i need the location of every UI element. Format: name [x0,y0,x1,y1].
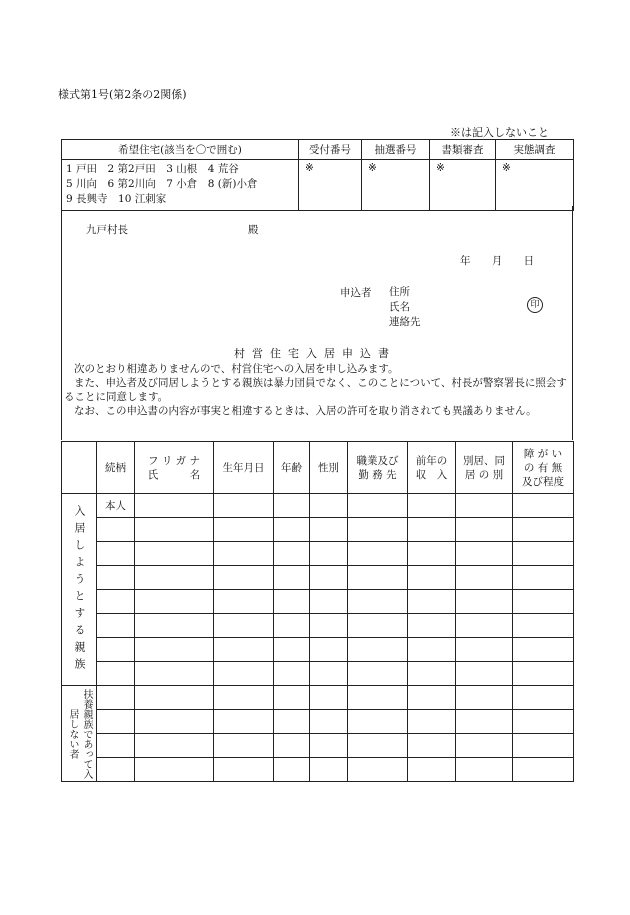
header-occupation [348,442,408,494]
group-dependents-label: 扶養親族であって入居しない者 [67,688,92,779]
table-cell[interactable] [97,758,135,782]
header-blank [62,442,97,494]
table-cell[interactable] [214,494,274,518]
table-cell[interactable] [456,590,513,614]
col-reception-number: 受付番号 [299,140,362,160]
table-cell[interactable] [513,734,574,758]
table-cell[interactable] [456,710,513,734]
table-row [62,542,574,566]
table-cell[interactable] [135,662,214,686]
table-cell[interactable] [348,518,408,542]
header-sex: 性別 [310,442,348,494]
group-cohabiting-label: 入居しようとする親族 [73,504,86,675]
table-cell[interactable] [97,518,135,542]
seal-mark: 印 [527,297,543,313]
paragraph-application: 次のとおり相違ありませんので、村営住宅への入居を申し込みます。 [74,363,399,375]
contact-field[interactable]: 連絡先 [389,316,421,328]
table-cell[interactable] [513,614,574,638]
office-use-mark: ※ [502,162,511,174]
table-cell[interactable] [456,614,513,638]
reception-number-cell [299,160,362,211]
table-cell[interactable] [274,734,310,758]
header-age: 年齢 [274,442,310,494]
col-field-survey: 実態調査 [496,140,574,160]
table-cell[interactable] [513,710,574,734]
table-cell[interactable] [456,566,513,590]
table-cell[interactable] [214,638,274,662]
table-cell[interactable] [214,518,274,542]
honorific: 殿 [248,224,259,236]
table-cell[interactable] [348,686,408,710]
table-cell[interactable] [135,542,214,566]
table-cell[interactable] [348,710,408,734]
table-cell[interactable] [513,758,574,782]
office-use-mark: ※ [368,162,377,174]
table-cell[interactable] [97,614,135,638]
table-row [62,758,574,782]
document-review-cell [430,160,496,211]
header-disability-line: 及び程度 [522,475,564,488]
housing-option-line: 9 長興寺 10 江刺家 [66,193,167,205]
table-cell[interactable] [513,686,574,710]
table-cell[interactable] [135,758,214,782]
paragraph-consent: また、申込者及び同居しようとする親族は暴力団員でなく、このことについて、村長が警察署長に照会することに同意します。 [64,377,567,403]
table-row [62,494,574,518]
table-cell[interactable] [97,662,135,686]
table-cell[interactable] [274,710,310,734]
table-cell[interactable] [348,662,408,686]
table-cell[interactable] [214,734,274,758]
header-birthdate: 生年月日 [214,442,274,494]
table-row [62,614,574,638]
table-cell[interactable] [348,566,408,590]
table-cell[interactable] [97,542,135,566]
col-lottery-number: 抽選番号 [362,140,430,160]
table-cell[interactable] [97,734,135,758]
header-residence-line: 居 の 別 [464,468,504,481]
table-cell[interactable] [274,758,310,782]
office-use-mark: ※ [436,162,445,174]
table-cell[interactable] [135,566,214,590]
table-row [62,734,574,758]
table-cell[interactable] [513,662,574,686]
table-cell[interactable] [513,638,574,662]
table-cell[interactable] [456,686,513,710]
table-cell[interactable] [214,686,274,710]
table-cell[interactable] [214,566,274,590]
table-cell[interactable] [214,614,274,638]
address-field[interactable]: 住所 [389,286,410,298]
table-cell[interactable] [274,494,310,518]
paragraph-declaration: なお、この申込書の内容が事実と相違するときは、入居の許可を取り消されても異議ありません。 [74,405,537,417]
header-disability-line: 障 が い [523,447,563,460]
table-cell[interactable] [97,566,135,590]
table-cell[interactable] [310,734,348,758]
note-text: ※は記入しないこと [450,126,549,139]
table-cell[interactable] [214,542,274,566]
table-row [62,518,574,542]
addressee: 九戸村長 [86,224,128,236]
table-cell[interactable] [348,734,408,758]
table-cell[interactable] [408,710,456,734]
table-cell[interactable] [274,542,310,566]
table-cell[interactable] [274,518,310,542]
head-table [61,139,574,211]
table-cell[interactable] [310,542,348,566]
form-number: 様式第1号(第2条の2関係) [58,88,187,101]
name-field[interactable]: 氏名 [389,301,410,313]
table-cell[interactable] [456,662,513,686]
table-cell[interactable] [408,494,456,518]
header-income-line: 前年の [415,454,448,467]
housing-option-line: 1 戸田 2 第2戸田 3 山根 4 荒谷 [66,163,239,175]
table-cell[interactable] [135,734,214,758]
table-cell[interactable] [408,734,456,758]
col-desired-housing: 希望住宅(該当を〇で囲む) [62,140,299,160]
table-cell[interactable] [97,710,135,734]
table-cell[interactable] [408,638,456,662]
table-cell[interactable] [214,758,274,782]
table-cell[interactable] [274,662,310,686]
table-cell[interactable] [513,494,574,518]
table-cell[interactable] [513,566,574,590]
table-cell[interactable] [97,638,135,662]
table-cell[interactable] [408,566,456,590]
header-name [135,442,214,494]
table-cell[interactable] [274,686,310,710]
table-cell[interactable] [310,710,348,734]
table-cell[interactable] [348,590,408,614]
table-row [62,638,574,662]
header-disability-line: の 有 無 [523,461,563,474]
lottery-number-cell [362,160,430,211]
table-cell[interactable] [456,494,513,518]
table-cell[interactable] [135,686,214,710]
table-cell[interactable] [310,518,348,542]
table-cell[interactable] [274,614,310,638]
field-survey-cell [496,160,574,211]
table-cell[interactable] [310,590,348,614]
table-cell[interactable] [135,518,214,542]
header-income [408,442,456,494]
table-cell[interactable] [456,758,513,782]
table-cell[interactable] [513,542,574,566]
table-row [62,710,574,734]
table-cell[interactable] [348,542,408,566]
date-field[interactable]: 年 月 日 [460,255,535,267]
table-row [62,662,574,686]
table-cell[interactable] [135,710,214,734]
table-cell[interactable] [135,638,214,662]
table-cell[interactable] [274,566,310,590]
table-cell[interactable] [274,590,310,614]
table-cell[interactable] [513,590,574,614]
header-disability [513,442,574,494]
office-use-mark: ※ [305,162,314,174]
col-document-review: 書類審査 [430,140,496,160]
table-cell[interactable] [408,662,456,686]
table-cell[interactable] [97,590,135,614]
table-cell[interactable] [310,566,348,590]
table-cell[interactable] [310,758,348,782]
table-cell[interactable] [214,662,274,686]
header-occupation-line: 勤 務 先 [358,468,397,481]
table-cell[interactable] [456,518,513,542]
table-cell[interactable] [408,614,456,638]
table-cell[interactable] [456,542,513,566]
table-cell[interactable] [408,590,456,614]
table-cell[interactable] [408,518,456,542]
applicant-label: 申込者 [340,287,372,299]
header-occupation-line: 職業及び [356,454,399,467]
table-cell[interactable] [310,662,348,686]
table-cell[interactable] [348,638,408,662]
table-cell[interactable] [348,494,408,518]
table-cell[interactable] [214,590,274,614]
table-cell[interactable] [348,758,408,782]
table-cell[interactable] [135,494,214,518]
table-cell[interactable] [456,638,513,662]
relation-self: 本人 [97,494,135,518]
header-relation: 続柄 [97,442,135,494]
table-cell[interactable] [214,710,274,734]
header-residence-line: 別居、同 [463,454,505,467]
table-cell[interactable] [97,686,135,710]
table-cell[interactable] [408,686,456,710]
table-cell[interactable] [348,614,408,638]
housing-options[interactable] [62,160,299,211]
form-title: 村営住宅入居申込書 [234,347,396,360]
table-cell[interactable] [513,518,574,542]
table-cell[interactable] [274,638,310,662]
group-dependents [62,686,97,782]
housing-option-line: 5 川向 6 第2川向 7 小倉 8 (新)小倉 [66,178,258,190]
table-cell[interactable] [135,614,214,638]
table-row [62,566,574,590]
header-income-line: 収 入 [415,468,448,481]
table-cell[interactable] [310,686,348,710]
header-residence [456,442,513,494]
table-cell[interactable] [310,614,348,638]
table-cell[interactable] [310,494,348,518]
group-cohabiting [62,494,97,686]
header-furigana: フ リ ガ ナ [147,454,200,467]
table-cell[interactable] [135,590,214,614]
table-cell[interactable] [408,542,456,566]
table-cell[interactable] [310,638,348,662]
household-table [61,441,574,782]
table-cell[interactable] [408,758,456,782]
header-name-label: 氏 名 [147,468,201,481]
table-row [62,686,574,710]
table-row [62,590,574,614]
table-cell[interactable] [456,734,513,758]
